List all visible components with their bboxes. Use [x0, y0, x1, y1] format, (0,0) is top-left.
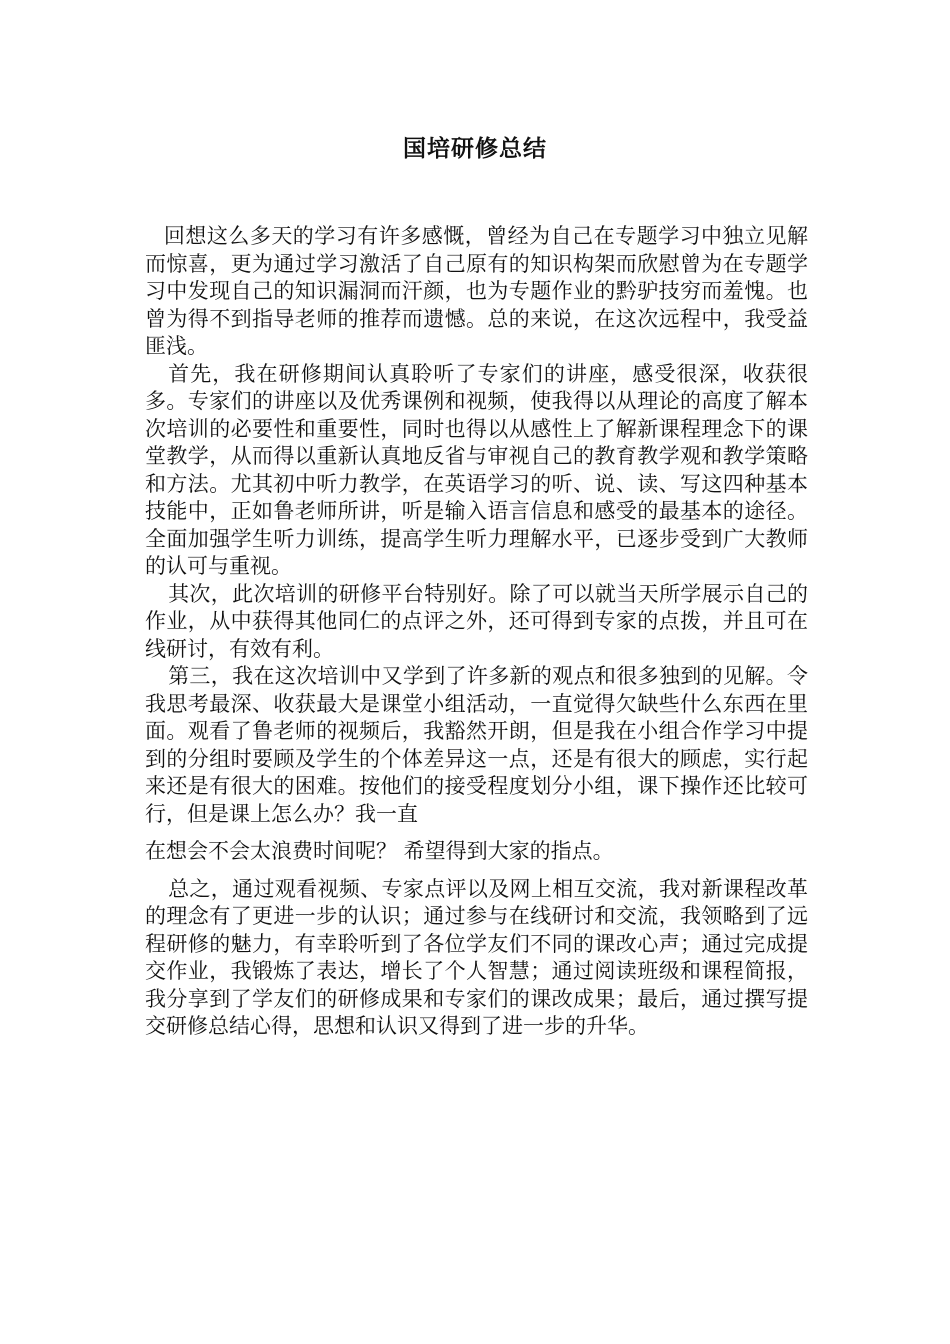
document-title: 国培研修总结 [403, 135, 547, 162]
paragraph-first-point: 首先，我在研修期间认真聆听了专家们的讲座，感受很深，收获很多。专家们的讲座以及优秀课例和视频，使我得以从理论的高度了解本次培训的必要性和重要性，同时也得以从感性上了解新课程理念下的课堂教学，从而得以重新认真地反省与审视自己的教育教学观和教学策略和方法。尤其初中听力教学，在英语学习的听、说、读、写这四种基本技能中，正如鲁老师所讲，听是输入语言信息和感受的最基本的途径。全面加强学生听力训练，提高学生听力理解水平，已逐步受到广大教师的认可与重视。 [145, 361, 808, 578]
paragraph-intro: 回想这么多天的学习有许多感慨，曾经为自己在专题学习中独立见解而惊喜，更为通过学习激活了自己原有的知识构架而欣慰曾为在专题学习中发现自己的知识漏洞而汗颜，也为专题作业的黔驴技穷而羞愧。也曾为得不到指导老师的推荐而遗憾。总的来说，在这次远程中，我受益匪浅。 [145, 224, 808, 358]
paragraph-third-point-continued: 在想会不会太浪费时间呢？ 希望得到大家的指点。 [145, 839, 614, 863]
document-body [145, 223, 808, 1041]
paragraph-third-point: 第三，我在这次培训中又学到了许多新的观点和很多独到的见解。令我思考最深、收获最大是课堂小组活动，一直觉得欠缺些什么东西在里面。观看了鲁老师的视频后，我豁然开朗，但是我在小组合作学习中提到的分组时要顾及学生的个体差异这一点，还是有很大的顾虑，实行起来还是有很大的困难。按他们的接受程度划分小组，课下操作还比较可行，但是课上怎么办？我一直 [145, 664, 808, 826]
paragraph-conclusion: 总之，通过观看视频、专家点评以及网上相互交流，我对新课程改革的理念有了更进一步的认识；通过参与在线研讨和交流，我领略到了远程研修的魅力，有幸聆听到了各位学友们不同的课改心声；通过完成提交作业，我锻炼了表达，增长了个人智慧；通过阅读班级和课程简报，我分享到了学友们的研修成果和专家们的课改成果；最后，通过撰写提交研修总结心得，思想和认识又得到了进一步的升华。 [145, 876, 808, 1038]
paragraph-second-point: 其次，此次培训的研修平台特别好。除了可以就当天所学展示自己的作业，从中获得其他同仁的点评之外，还可得到专家的点拨，并且可在线研讨，有效有利。 [145, 581, 808, 661]
